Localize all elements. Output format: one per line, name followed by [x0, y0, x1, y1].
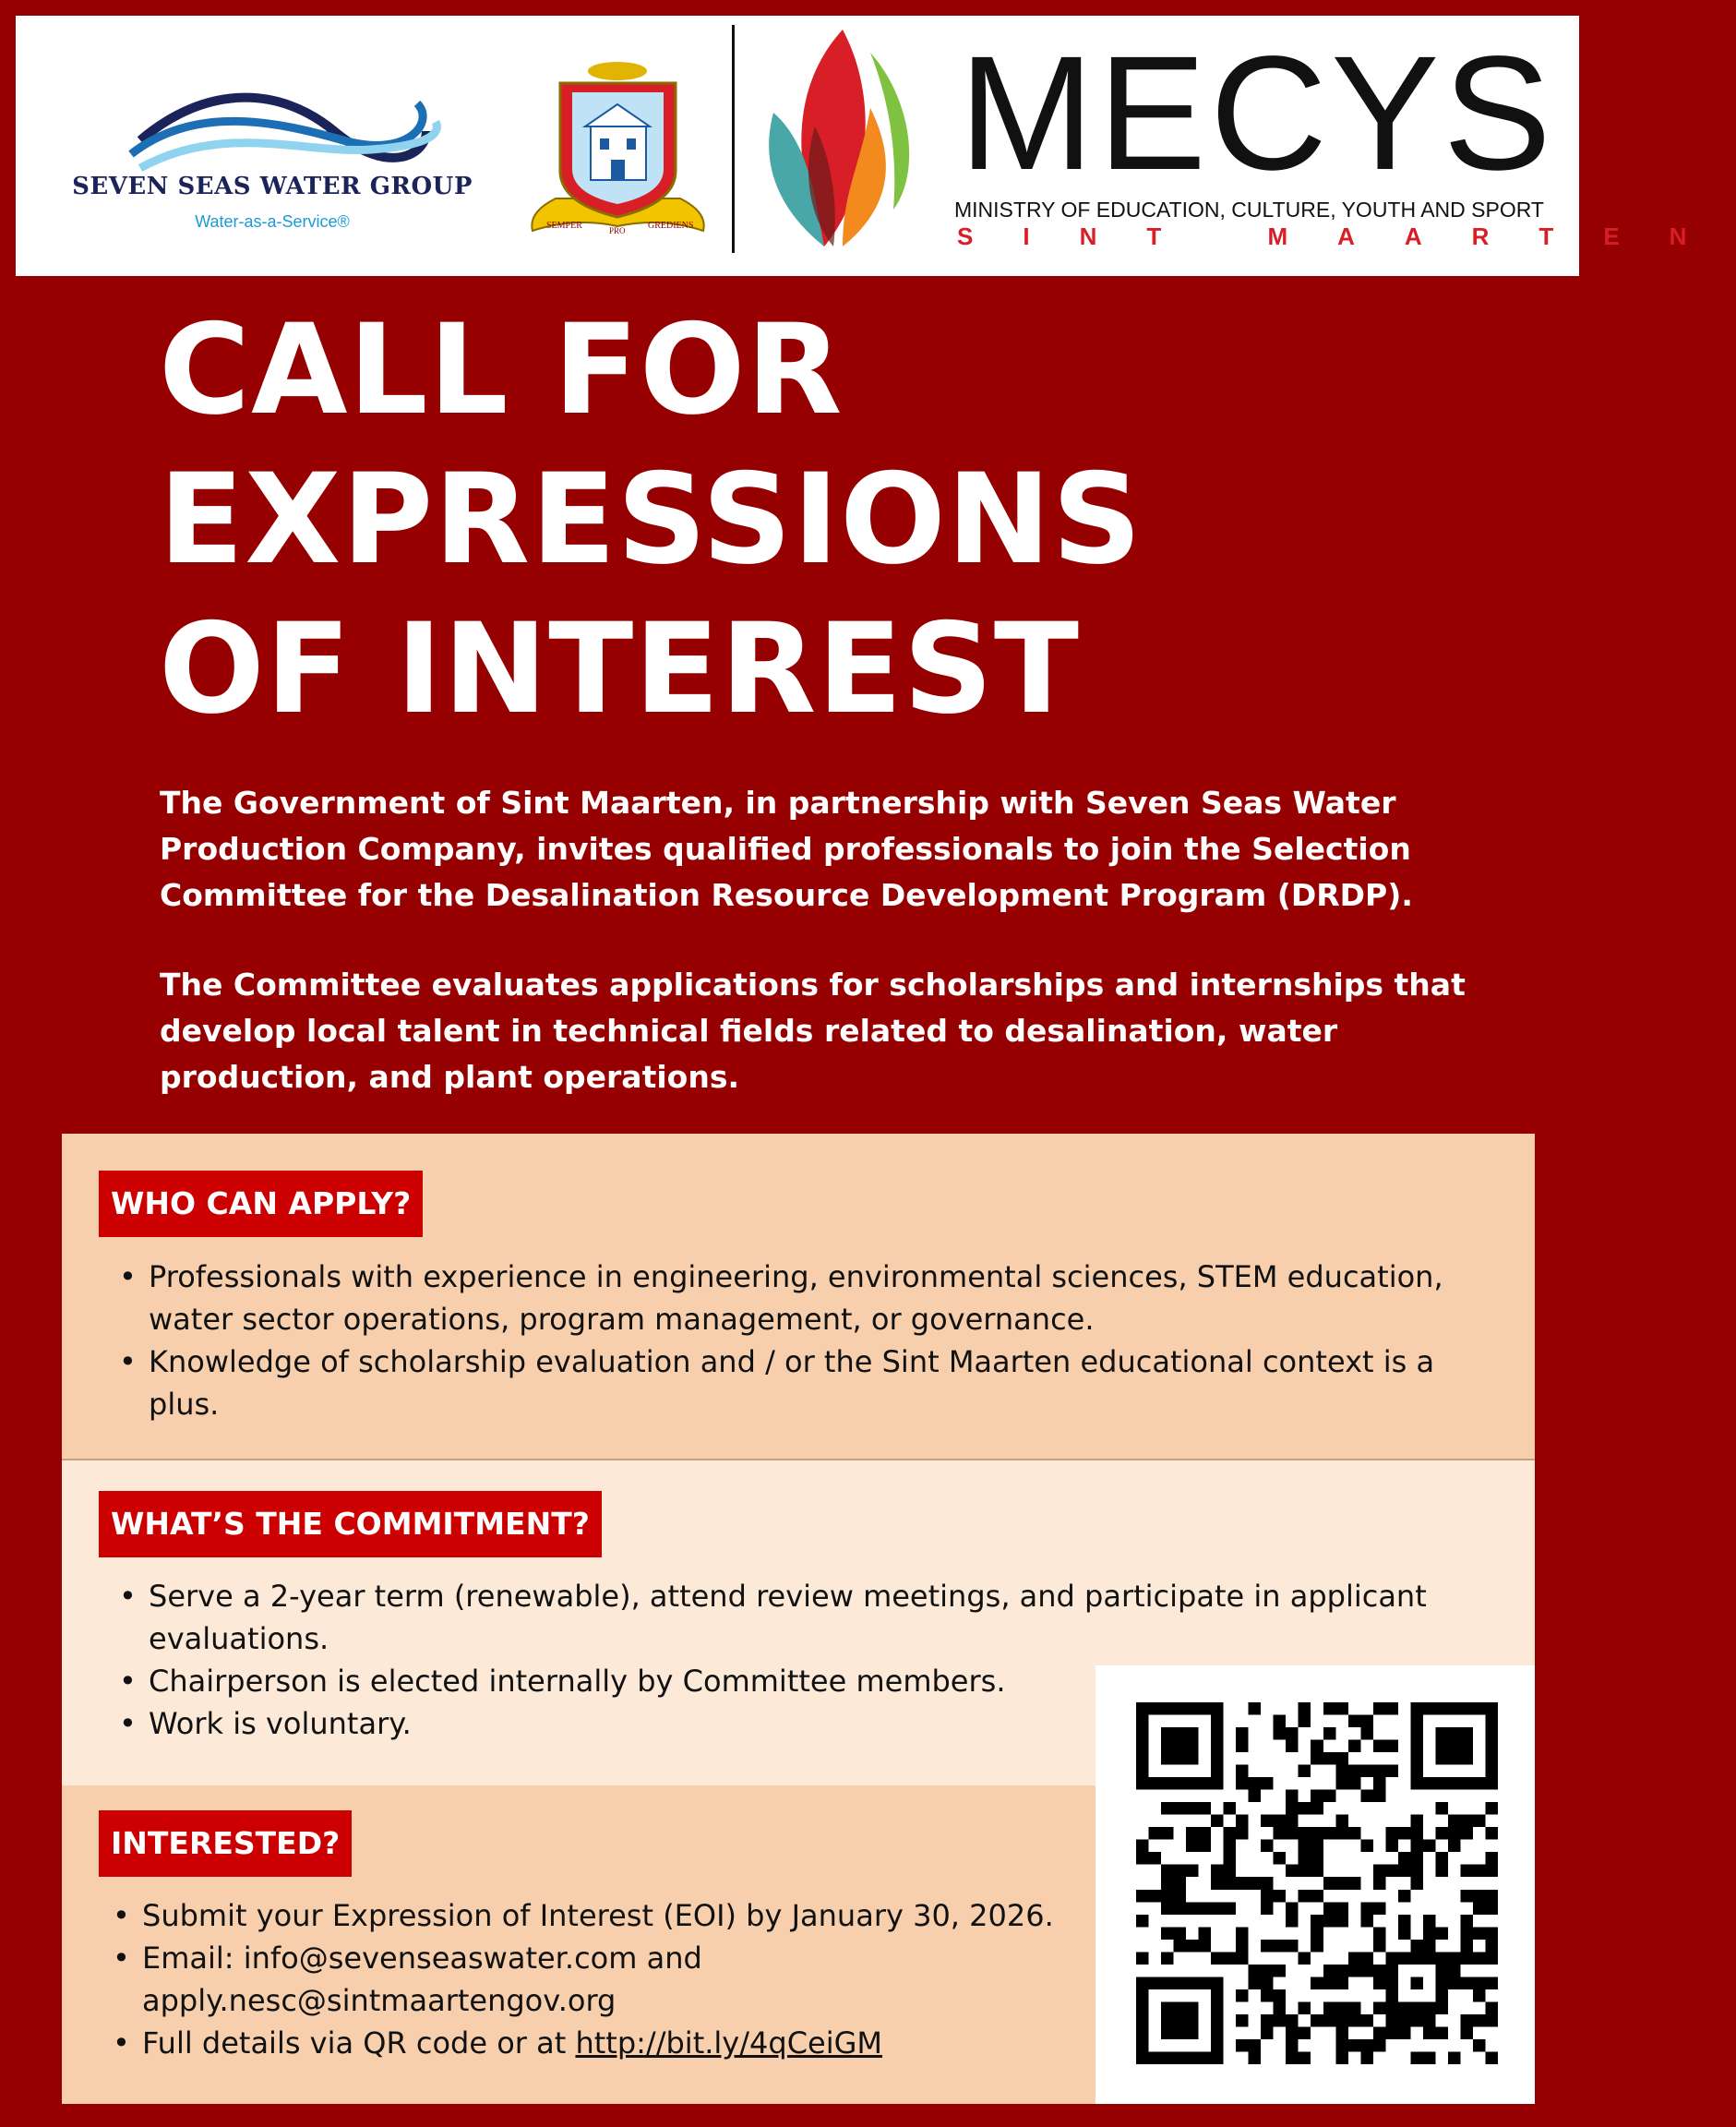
email-primary[interactable]: Email: info@sevenseaswater.com and	[142, 1941, 702, 1976]
list-item-deadline: • Submit your Expression of Interest (EOI) by January 30, 2026.	[113, 1894, 1082, 1937]
interested-label: INTERESTED?	[99, 1810, 352, 1877]
who-can-apply-list	[119, 1256, 1467, 1425]
crest-motto-right: GREDIENS	[648, 221, 694, 231]
details-link[interactable]: http://bit.ly/4qCeiGM	[575, 2025, 883, 2061]
qr-code-icon[interactable]	[1136, 1702, 1498, 2064]
intro-paragraph-1: The Government of Sint Maarten, in partnership with Seven Seas Water Production Company, invites qualified professionals to join the Selection Committee for the Desalination Resource Development Program (DRDP).	[160, 785, 1413, 913]
details-prefix: Full details via QR code or at	[142, 2025, 576, 2061]
ministry-name: MINISTRY OF EDUCATION, CULTURE, YOUTH AND SPORT	[954, 198, 1544, 222]
intro-paragraph-2: The Committee evaluates applications for scholarships and internships that develop local talent in technical fields related to desalination, water production, and plant operations.	[160, 967, 1466, 1095]
list-item: • Knowledge of scholarship evaluation and / or the Sint Maarten educational context is a plus.	[119, 1340, 1467, 1425]
list-item-email	[113, 1937, 1082, 2022]
headline-line-2: EXPRESSIONS	[159, 447, 1143, 592]
partner-tagline: Water-as-a-Service®	[195, 212, 350, 231]
partner-name: SEVEN SEAS WATER GROUP	[72, 173, 473, 200]
list-item: • Serve a 2-year term (renewable), attend review meetings, and participate in applicant evaluations.	[119, 1575, 1467, 1660]
crest-motto-left: SEMPER	[546, 221, 582, 231]
headline-line-3: OF INTEREST	[159, 596, 1080, 741]
who-can-apply-label: WHO CAN APPLY?	[99, 1171, 423, 1237]
crest-motto-middle: PRO	[609, 226, 626, 235]
list-item: • Professionals with experience in engineering, environmental sciences, STEM education, water sector operations, program management, or governance.	[119, 1256, 1467, 1340]
ministry-country: SINT MAARTEN	[957, 222, 1736, 250]
interested-list	[113, 1894, 1082, 2064]
list-item: • Work is voluntary.	[119, 1702, 1467, 1745]
commitment-label: WHAT’S THE COMMITMENT?	[99, 1491, 602, 1557]
mecys-flame-icon	[760, 25, 921, 251]
headline-line-1: CALL FOR	[159, 297, 844, 442]
logo-divider	[732, 25, 735, 253]
qr-code-box	[1095, 1665, 1535, 2104]
email-secondary[interactable]: apply.nesc@sintmaartengov.org	[142, 1983, 617, 2018]
list-item: • Chairperson is elected internally by Committee members.	[119, 1660, 1467, 1702]
header-logo-bar	[16, 16, 1736, 276]
page-title	[159, 295, 1143, 744]
sint-maarten-crest-icon	[519, 51, 717, 235]
list-item-details	[113, 2022, 1082, 2064]
ministry-acronym: MECYS	[959, 23, 1555, 204]
